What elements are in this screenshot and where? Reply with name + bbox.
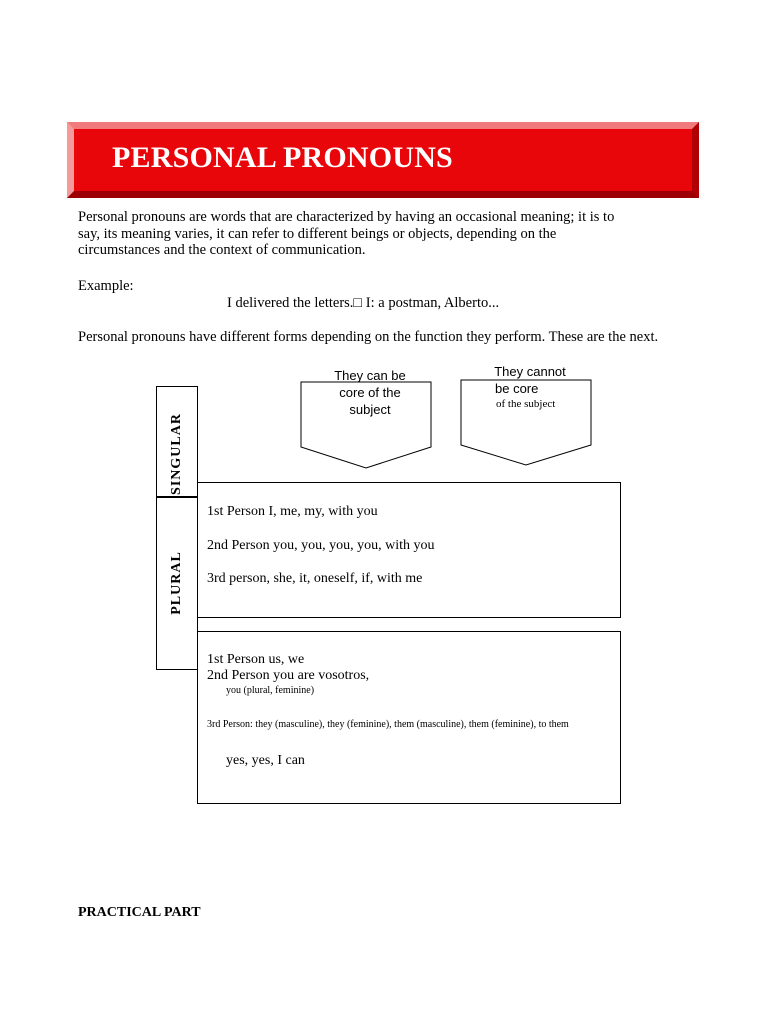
example-sentence: I delivered the letters.□ I: a postman, Alberto...: [227, 295, 500, 311]
callout-not-subject-core-line-2: be core: [495, 381, 539, 396]
callout-not-subject-core-line-3: of the subject: [496, 398, 556, 410]
callout-subject-core-line-3: subject: [349, 402, 391, 417]
page-title: PERSONAL PRONOUNS: [112, 141, 453, 174]
forms-paragraph: Personal pronouns have different forms depending on the function they perform. These are the next.: [78, 329, 659, 345]
callout-not-subject-core-line-1: They cannot: [494, 364, 566, 379]
practical-heading: PRACTICAL PART: [78, 905, 201, 920]
singular-label: SINGULAR: [169, 413, 184, 495]
callout-subject-core-line-2: core of the: [339, 385, 401, 400]
plural-third-person: 3rd Person: they (masculine), they (feminine), them (masculine), them (feminine), to them: [207, 719, 569, 730]
plural-second-person: 2nd Person you are vosotros,: [207, 668, 370, 683]
intro-paragraph: Personal pronouns are words that are characterized by having an occasional meaning; it is to say, its meaning varies, it can refer to different beings or objects, depending on the circumstances and the context of communication.: [78, 209, 615, 258]
plural-extra-line: yes, yes, I can: [226, 753, 305, 768]
plural-label: PLURAL: [169, 551, 184, 615]
singular-second-person: 2nd Person you, you, you, you, with you: [207, 538, 435, 553]
plural-second-person-note: you (plural, feminine): [226, 685, 315, 696]
singular-third-person: 3rd person, she, it, oneself, if, with me: [207, 571, 423, 586]
singular-first-person: 1st Person I, me, my, with you: [207, 504, 378, 519]
callout-subject-core-line-1: They can be: [334, 368, 406, 383]
plural-first-person: 1st Person us, we: [207, 652, 305, 667]
example-label: Example:: [78, 278, 134, 294]
